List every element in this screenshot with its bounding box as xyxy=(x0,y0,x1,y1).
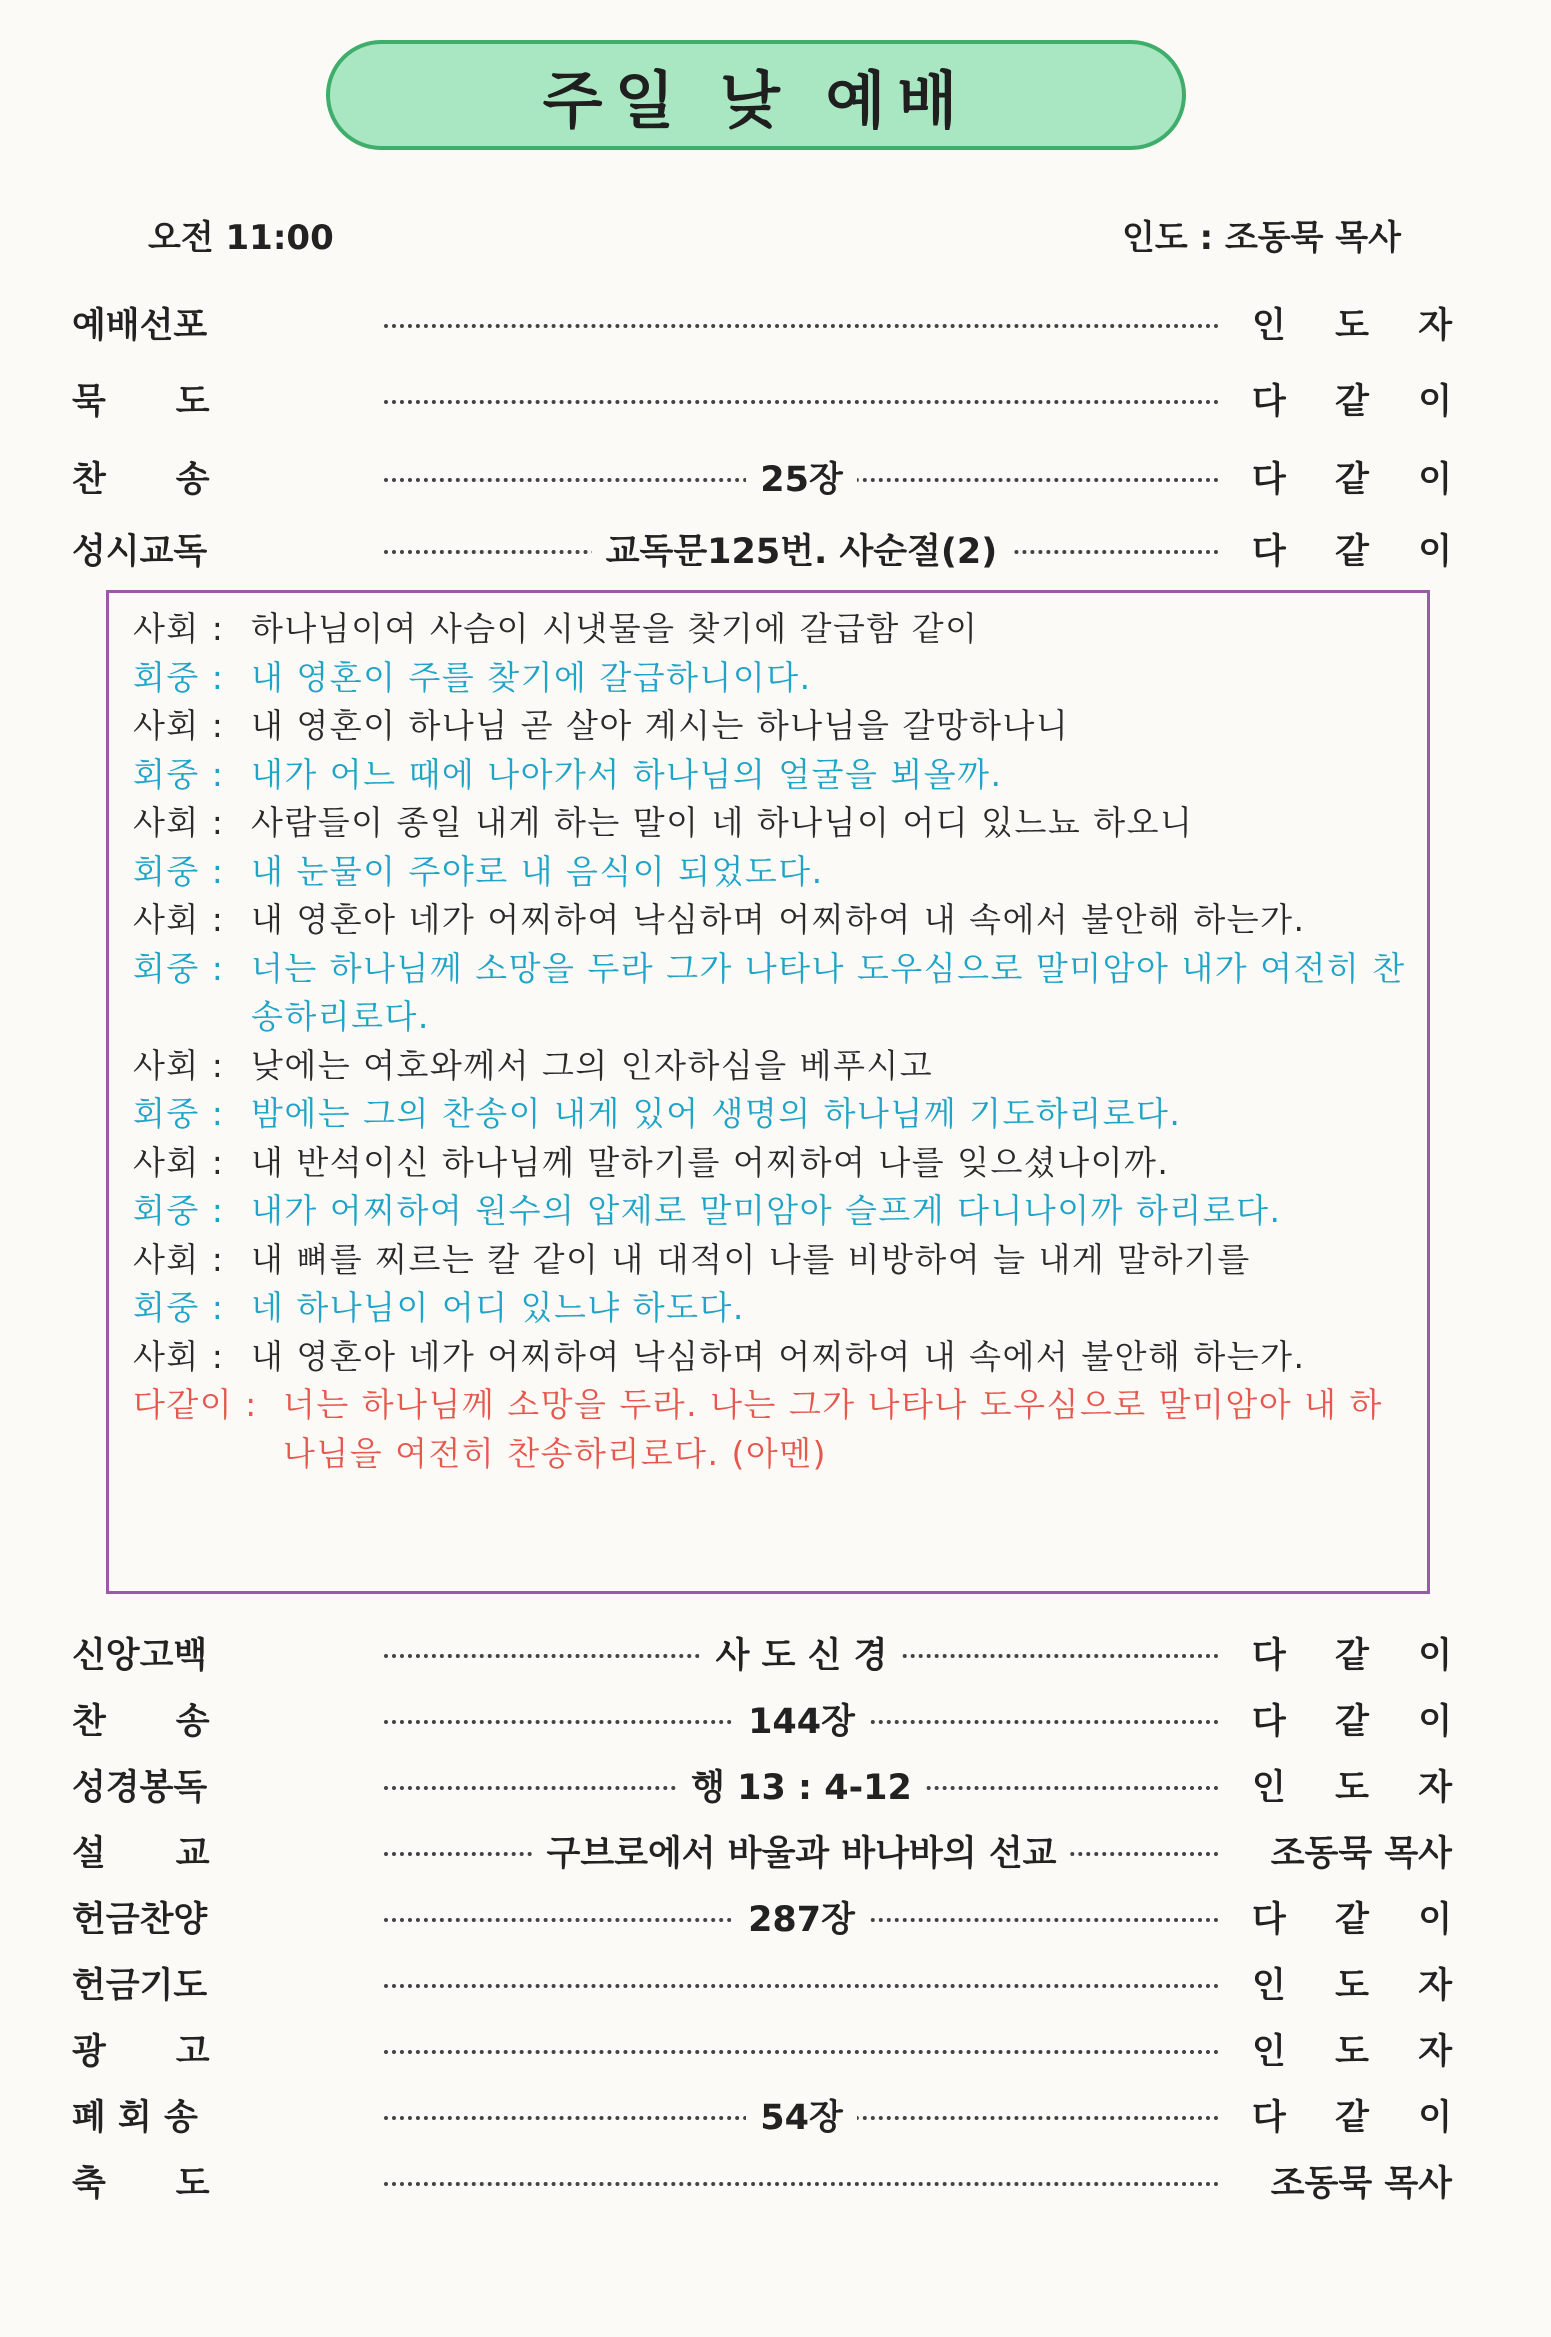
order-row xyxy=(72,516,1452,576)
reading-line: 사회 : 내 영혼아 네가 어찌하여 낙심하며 어찌하여 내 속에서 불안해 하는가. xyxy=(133,900,1306,939)
order-label: 신앙고백 xyxy=(72,1636,208,1676)
order-responder: 인 도 자 xyxy=(1252,1768,1452,1808)
reading-line: 회중 : 네 하나님이 어디 있느냐 하도다. xyxy=(133,1288,745,1327)
reading-line: 사회 : 하나님이여 사슴이 시냇물을 찾기에 갈급함 같이 xyxy=(133,609,979,648)
reading-line: 사회 : 사람들이 종일 내게 하는 말이 네 하나님이 어디 있느뇨 하오니 xyxy=(133,803,1194,842)
order-label: 축 도 xyxy=(72,2164,210,2204)
order-label: 찬 송 xyxy=(72,1702,210,1742)
order-responder: 다 같 이 xyxy=(1252,1900,1452,1940)
order-responder: 다 같 이 xyxy=(1252,2098,1452,2138)
order-label: 광 고 xyxy=(72,2032,210,2072)
dot-leader xyxy=(384,1984,1219,1988)
order-row xyxy=(72,366,1452,426)
order-responder: 다 같 이 xyxy=(1252,460,1452,500)
order-detail: 구브로에서 바울과 바나바의 선교 xyxy=(533,1826,1071,1876)
order-responder: 다 같 이 xyxy=(1252,532,1452,572)
order-row xyxy=(72,1686,1452,1746)
order-label: 성경봉독 xyxy=(72,1768,208,1808)
reading-line: 회중 : 내 영혼이 주를 찾기에 갈급하니이다. xyxy=(133,657,812,697)
order-row xyxy=(72,1818,1452,1878)
order-detail: 사 도 신 경 xyxy=(702,1628,902,1678)
order-responder: 인 도 자 xyxy=(1252,1966,1452,2006)
order-detail: 144장 xyxy=(734,1694,869,1744)
reading-line: 사회 : 내 영혼이 하나님 곧 살아 계시는 하나님을 갈망하나니 xyxy=(133,706,1070,745)
order-label: 성시교독 xyxy=(72,532,208,572)
service-time: 오전 11:00 xyxy=(148,218,334,258)
order-responder: 인 도 자 xyxy=(1252,2032,1452,2072)
reading-line: 사회 : 내 뼈를 찌르는 칼 같이 내 대적이 나를 비방하여 늘 내게 말하기를 xyxy=(133,1239,1251,1279)
order-responder: 다 같 이 xyxy=(1252,1636,1452,1676)
order-detail: 287장 xyxy=(734,1892,869,1942)
dot-leader xyxy=(384,2050,1219,2054)
reading-line: 사회 : 낮에는 여호와께서 그의 인자하심을 베푸시고 xyxy=(133,1045,934,1085)
order-row xyxy=(72,2148,1452,2208)
reading-line: 사회 : 내 영혼아 네가 어찌하여 낙심하며 어찌하여 내 속에서 불안해 하는가. xyxy=(133,1336,1306,1376)
order-detail: 교독문125번. 사순절(2) xyxy=(592,524,1012,574)
order-row xyxy=(72,290,1452,350)
order-label: 헌금찬양 xyxy=(72,1900,208,1940)
page-title: 주일 낮 예배 xyxy=(542,63,970,137)
order-row xyxy=(72,1884,1452,1944)
reading-line: 회중 : 밤에는 그의 찬송이 내게 있어 생명의 하나님께 기도하리로다. xyxy=(133,1094,1182,1133)
order-detail: 54장 xyxy=(746,2090,857,2140)
reading-line: 사회 : 내 반석이신 하나님께 말하기를 어찌하여 나를 잊으셨나이까. xyxy=(133,1142,1170,1182)
dot-leader xyxy=(384,400,1219,404)
presider: 인도 : 조동묵 목사 xyxy=(1121,218,1401,258)
order-responder: 다 같 이 xyxy=(1252,1702,1452,1742)
reading-line-all: 다같이 : 너는 하나님께 소망을 두라. 나는 그가 나타나 도우심으로 말미암아 내 하나님을 여전히 찬송하리로다. (아멘) xyxy=(133,1385,1383,1473)
order-label: 찬 송 xyxy=(72,460,210,500)
order-row xyxy=(72,444,1452,504)
order-responder: 조동묵 목사 xyxy=(1270,2164,1452,2204)
reading-line: 회중 : 내가 어찌하여 원수의 압제로 말미암아 슬프게 다니나이까 하리로다. xyxy=(133,1191,1282,1230)
dot-leader xyxy=(384,2182,1219,2186)
order-row xyxy=(72,1620,1452,1680)
reading-line: 회중 : 내 눈물이 주야로 내 음식이 되었도다. xyxy=(133,851,824,891)
order-label: 폐 회 송 xyxy=(72,2098,198,2138)
order-label: 설 교 xyxy=(72,1834,210,1874)
order-row xyxy=(72,2016,1452,2076)
responsive-reading-box xyxy=(106,590,1430,1594)
title-banner xyxy=(326,40,1186,150)
order-detail: 25장 xyxy=(746,452,857,502)
order-detail: 행 13 : 4-12 xyxy=(677,1760,926,1810)
order-responder: 조동묵 목사 xyxy=(1270,1834,1452,1874)
order-label: 헌금기도 xyxy=(72,1966,208,2006)
order-responder: 인 도 자 xyxy=(1252,306,1452,346)
order-label: 예배선포 xyxy=(72,306,208,346)
order-row xyxy=(72,1950,1452,2010)
order-label: 묵 도 xyxy=(72,382,210,422)
reading-line: 회중 : 너는 하나님께 소망을 두라 그가 나타나 도우심으로 말미암아 내가 여전히 찬송하리로다. xyxy=(133,948,1406,1036)
order-row xyxy=(72,1752,1452,1812)
reading-line: 회중 : 내가 어느 때에 나아가서 하나님의 얼굴을 뵈올까. xyxy=(133,754,1003,794)
order-row xyxy=(72,2082,1452,2142)
order-responder: 다 같 이 xyxy=(1252,382,1452,422)
dot-leader xyxy=(384,324,1219,328)
